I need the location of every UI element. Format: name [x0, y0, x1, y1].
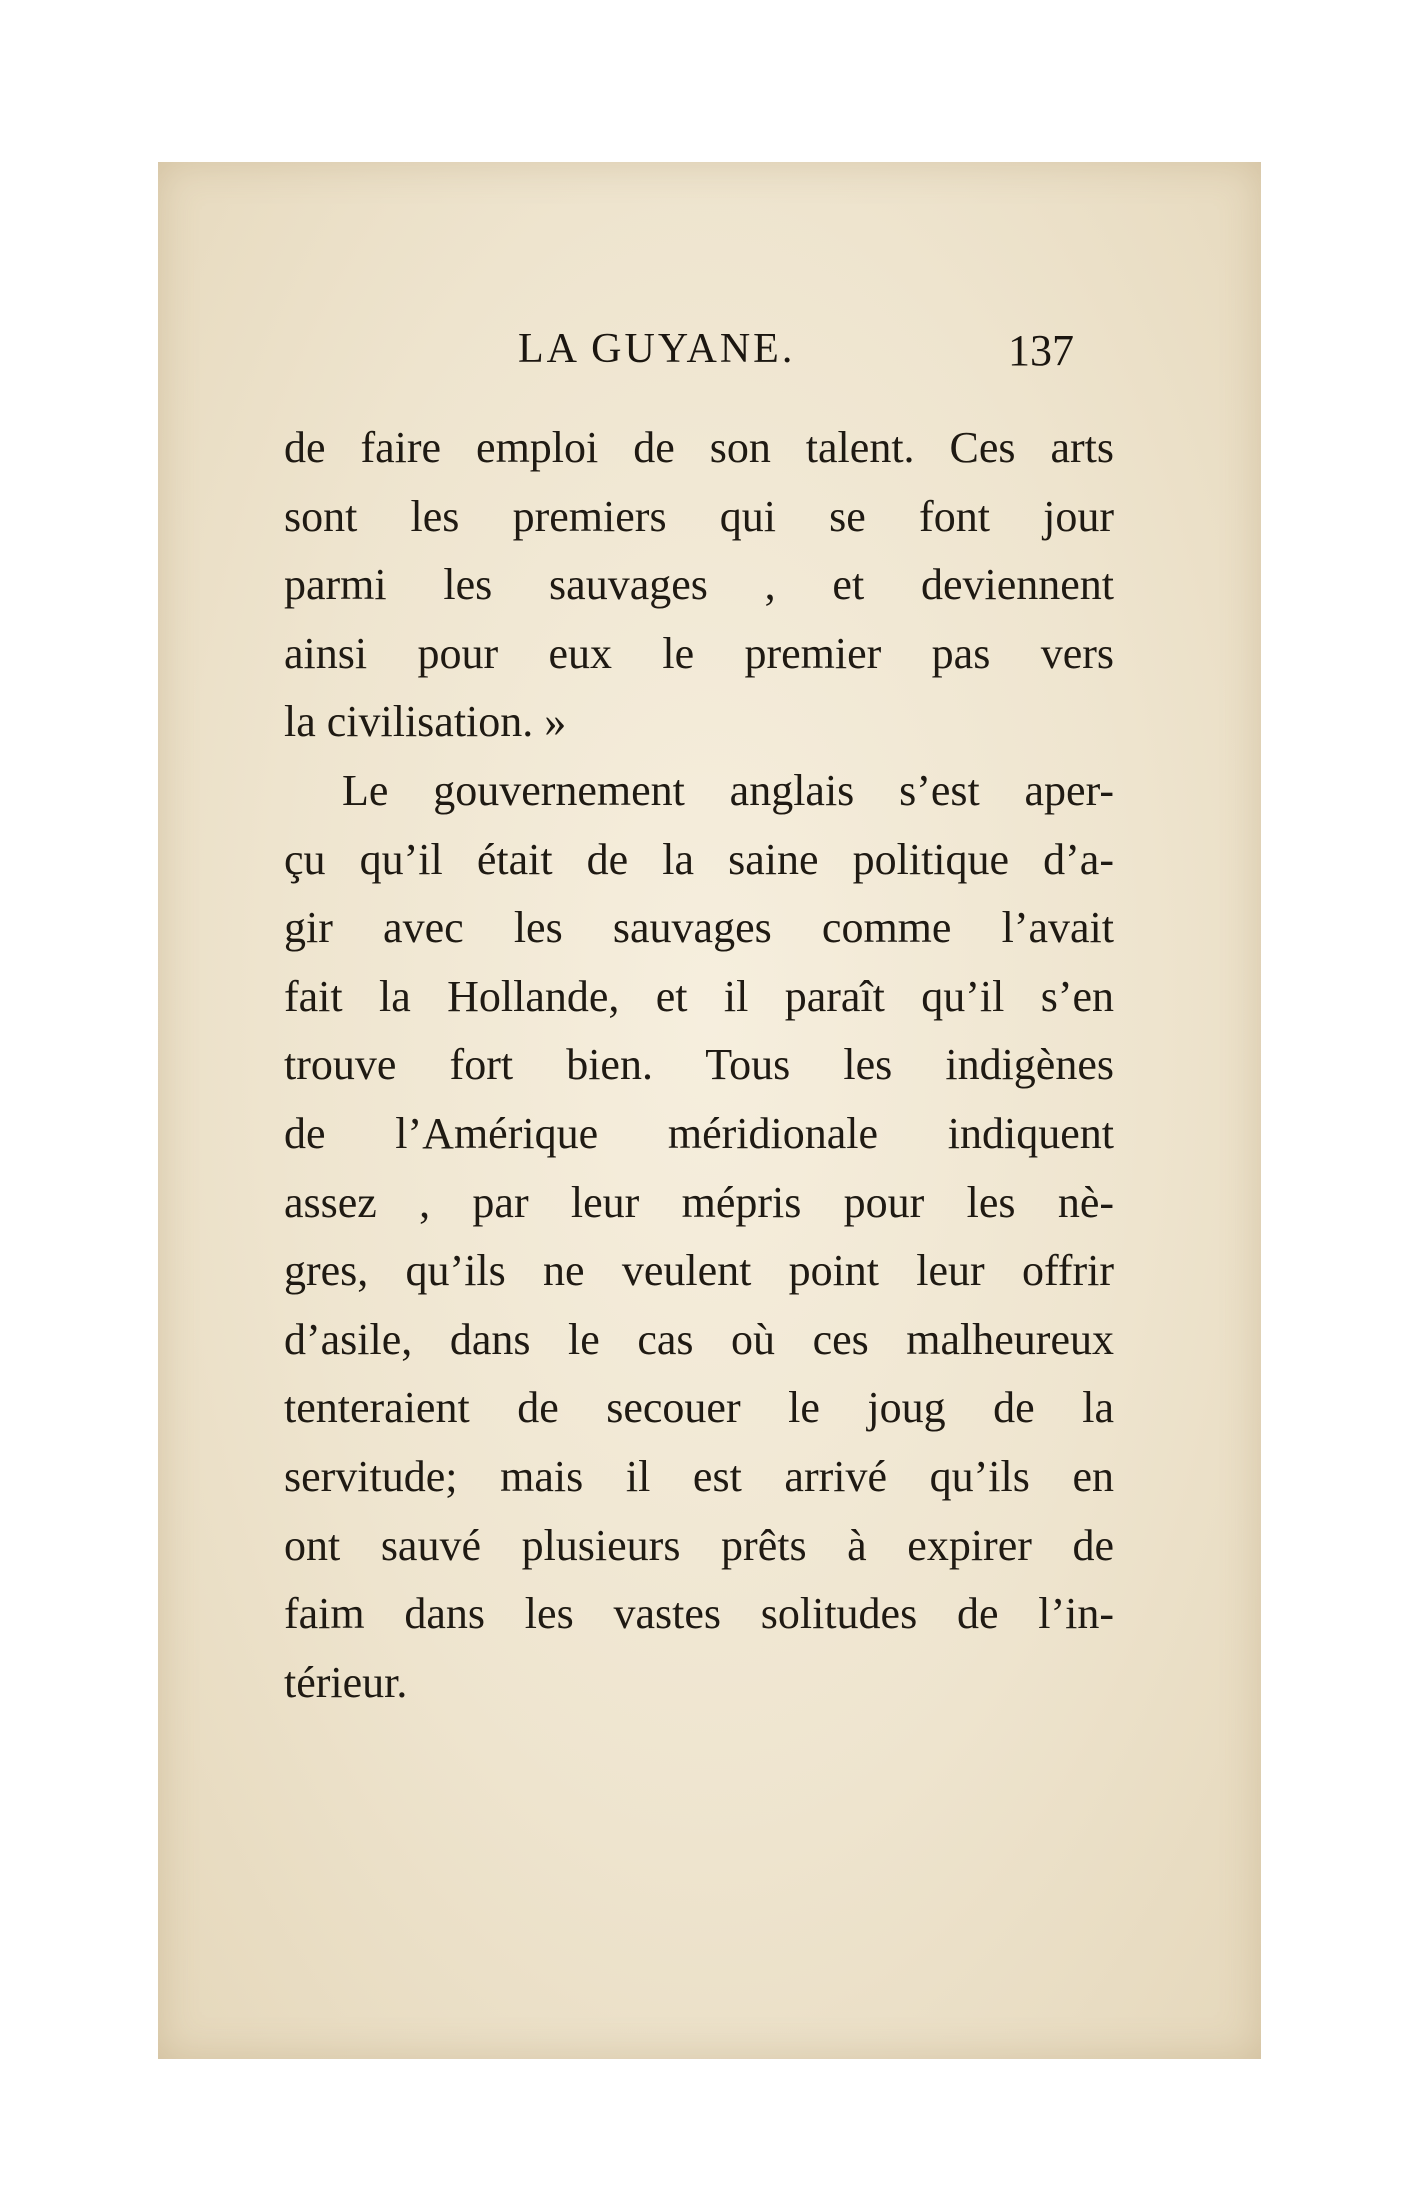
body-text [284, 414, 1114, 1717]
text-line: la civilisation. » [284, 697, 567, 747]
text-line: çu qu’il était de la saine politique d’a- [284, 834, 1114, 884]
text-line: servitude; mais il est arrivé qu’ils en [284, 1451, 1114, 1501]
text-line: ont sauvé plusieurs prêts à expirer de [284, 1520, 1114, 1570]
text-line: de faire emploi de son talent. Ces arts [284, 423, 1114, 472]
text-line: gres, qu’ils ne veulent point leur offrir [284, 1246, 1114, 1296]
text-line: fait la Hollande, et il paraît qu’il s’en [284, 971, 1114, 1021]
text-line: térieur. [284, 1657, 408, 1707]
page-header [158, 325, 1261, 385]
text-line: gir avec les sauvages comme l’avait [284, 903, 1114, 953]
text-line: Le gouvernement anglais s’est aper- [342, 765, 1114, 815]
text-line: d’asile, dans le cas où ces malheureux [284, 1314, 1114, 1364]
running-title: LA GUYANE. [518, 326, 796, 372]
text-line: faim dans les vastes solitudes de l’in- [284, 1589, 1114, 1639]
book-page [158, 162, 1261, 2059]
page-number: 137 [1008, 326, 1074, 375]
text-line: de l’Amérique méridionale indiquent [284, 1108, 1114, 1158]
text-line: trouve fort bien. Tous les indigènes [284, 1040, 1114, 1090]
text-line: sont les premiers qui se font jour [284, 491, 1114, 541]
text-line: ainsi pour eux le premier pas vers [284, 628, 1114, 678]
text-line: assez , par leur mépris pour les nè- [284, 1177, 1114, 1227]
text-line: tenteraient de secouer le joug de la [284, 1383, 1114, 1433]
text-line: parmi les sauvages , et deviennent [284, 560, 1114, 610]
